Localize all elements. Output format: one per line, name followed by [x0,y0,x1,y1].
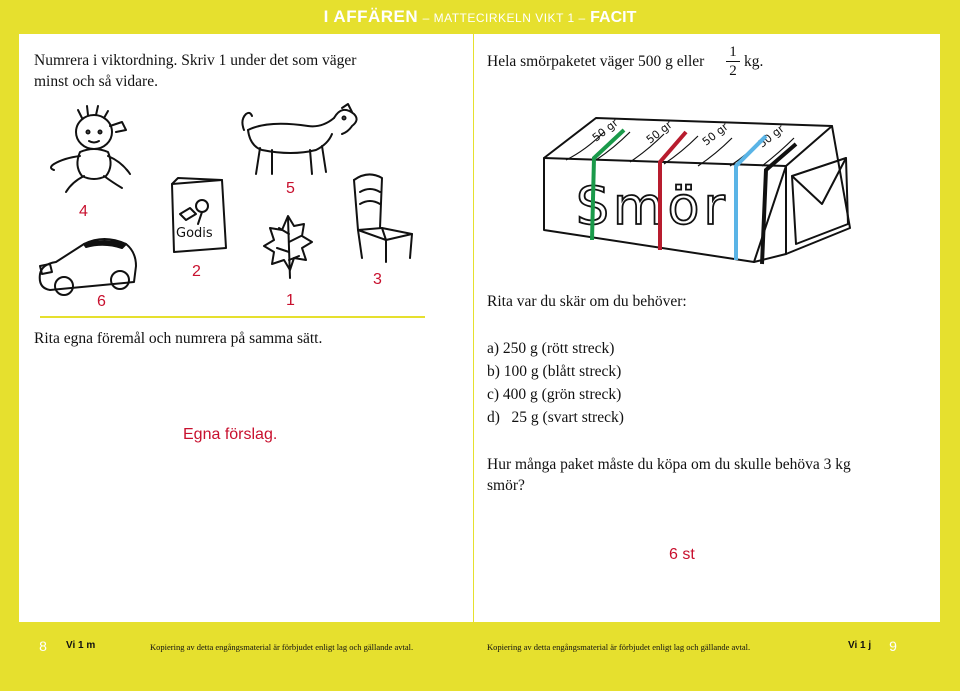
answer-candy: 2 [192,263,201,280]
right-page-number: 9 [881,632,905,660]
left-code: Vi 1 m [66,640,96,651]
question-text: Hur många paket måste du köpa om du skulle behöva 3 kg smör? [487,456,851,494]
answer-dog: 5 [286,180,295,197]
chair-icon [350,170,420,264]
candy-label: Godis [176,226,213,241]
answer-car: 6 [97,293,106,310]
left-page-number: 8 [31,632,55,660]
divider-line [40,316,425,318]
segment-label-4: 50 gr [755,122,787,151]
page-header [0,0,960,34]
fraction-half [726,44,740,79]
candy-bag-icon [166,176,232,254]
answer-baby: 4 [79,203,88,220]
answer-chair: 3 [373,271,382,288]
fraction-denominator: 2 [729,63,737,79]
car-icon [32,232,142,298]
fraction-numerator: 1 [729,44,737,60]
dog-icon [238,104,362,178]
fraction-bar [726,61,740,62]
copyright-left: Kopiering av detta engångsmaterial är förbjudet enligt lag och gällande avtal. [150,642,414,652]
segment-label-3: 50 gr [699,120,731,149]
right-code: Vi 1 j [848,640,872,651]
item-d: d) 25 g (svart streck) [487,409,624,426]
unit-text: kg. [744,53,764,70]
butter-package [540,104,860,264]
instruction-text: Numrera i viktordning. Skriv 1 under det som väger minst och så vidare. [34,52,357,90]
answer-leaf: 1 [286,292,295,309]
leaf-icon [264,214,314,282]
subtitle: – MATTECIRKELN VIKT 1 – [422,11,586,25]
butter-word: Smör [576,177,729,237]
segment-label-2: 50 gr [643,118,675,147]
task-text: Rita var du skär om du behöver: [487,293,687,310]
answer-packages: 6 st [669,546,695,563]
item-c: c) 400 g (grön streck) [487,386,622,403]
facit-label: FACIT [590,9,637,26]
section-title: I AFFÄREN [323,7,419,26]
item-a: a) 250 g (rött streck) [487,340,615,357]
butter-intro-text: Hela smörpaketet väger 500 g eller [487,53,705,70]
item-b: b) 100 g (blått streck) [487,363,622,380]
copyright-right: Kopiering av detta engångsmaterial är förbjudet enligt lag och gällande avtal. [487,642,751,652]
instruction2-text: Rita egna föremål och numrera på samma sätt. [34,330,323,347]
segment-label-1: 50 gr [589,116,621,145]
own-suggestion-answer: Egna förslag. [183,426,278,443]
baby-icon [44,104,144,196]
